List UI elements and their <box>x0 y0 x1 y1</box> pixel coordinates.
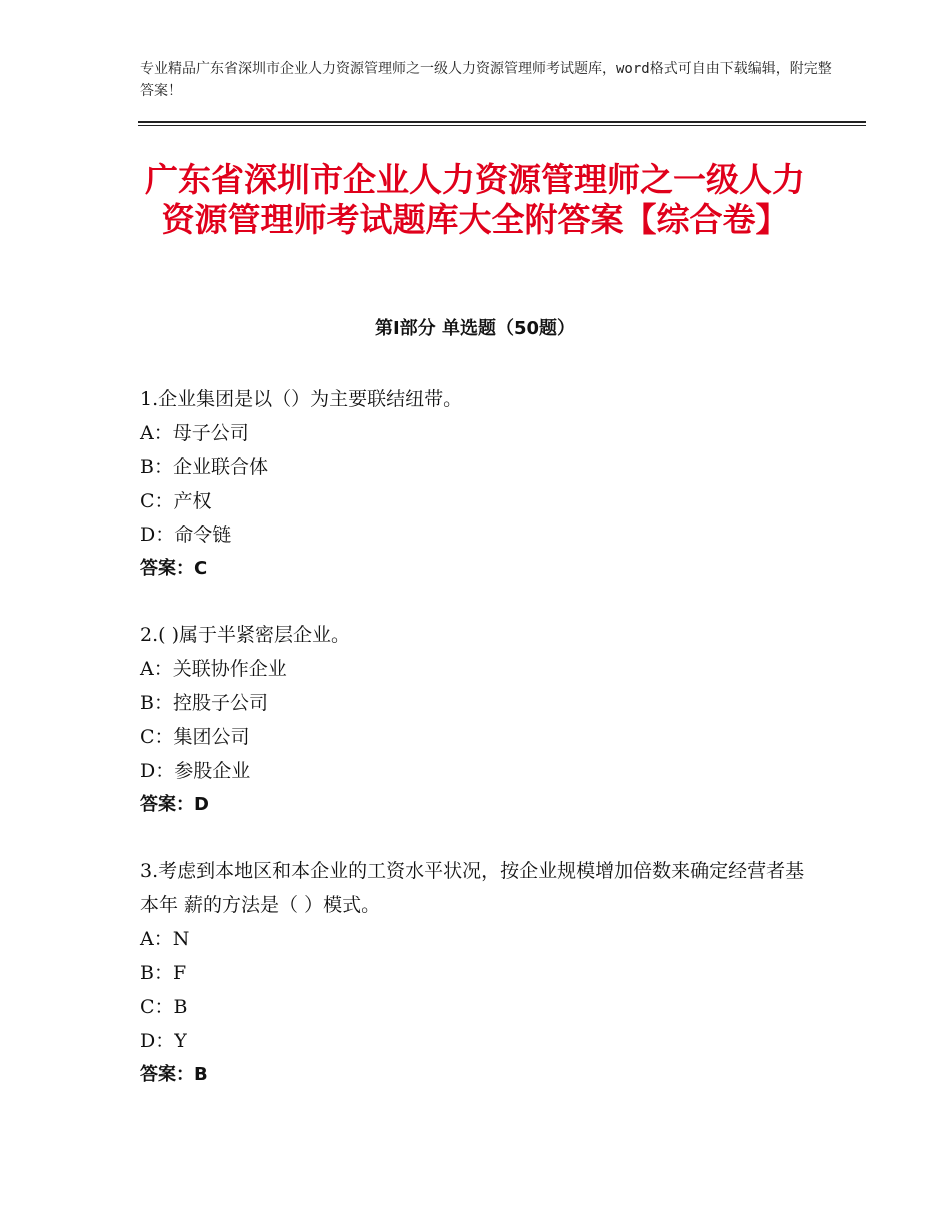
answer-line: 答案：C <box>140 558 208 579</box>
document-title: 广东省深圳市企业人力资源管理师之一级人力资源管理师考试题库大全附答案【综合卷】 <box>145 160 805 239</box>
option-d: D：参股企业 <box>140 760 251 782</box>
option-b: B：控股子公司 <box>140 692 268 714</box>
option-c: C：集团公司 <box>140 726 250 748</box>
header-note: 专业精品广东省深圳市企业人力资源管理师之一级人力资源管理师考试题库，word格式可自由下载编辑，附完整答案！ <box>140 61 832 99</box>
question-stem: 2.( )属于半紧密层企业。 <box>140 624 350 646</box>
option-a: A：N <box>140 928 190 950</box>
answer-line: 答案：B <box>140 1064 208 1085</box>
option-c: C：B <box>140 996 188 1018</box>
question-stem: 3.考虑到本地区和本企业的工资水平状况，按企业规模增加倍数来确定经营者基本年 薪的方法是（ ）模式。 <box>140 860 805 916</box>
option-a: A：关联协作企业 <box>140 658 287 680</box>
option-a: A：母子公司 <box>140 422 249 444</box>
answer-line: 答案：D <box>140 794 209 815</box>
question-1 <box>140 382 820 586</box>
option-b: B：企业联合体 <box>140 456 268 478</box>
header-divider-thin <box>138 125 866 126</box>
option-b: B：F <box>140 962 187 984</box>
question-3 <box>140 854 820 1092</box>
section-heading: 第Ⅰ部分 单选题（50题） <box>374 318 575 339</box>
option-d: D：命令链 <box>140 524 232 546</box>
question-list <box>140 382 820 1124</box>
option-c: C：产权 <box>140 490 212 512</box>
header-divider-thick <box>138 121 866 123</box>
option-d: D：Y <box>140 1030 187 1052</box>
question-2 <box>140 618 820 822</box>
question-stem: 1.企业集团是以（）为主要联结纽带。 <box>140 388 463 410</box>
